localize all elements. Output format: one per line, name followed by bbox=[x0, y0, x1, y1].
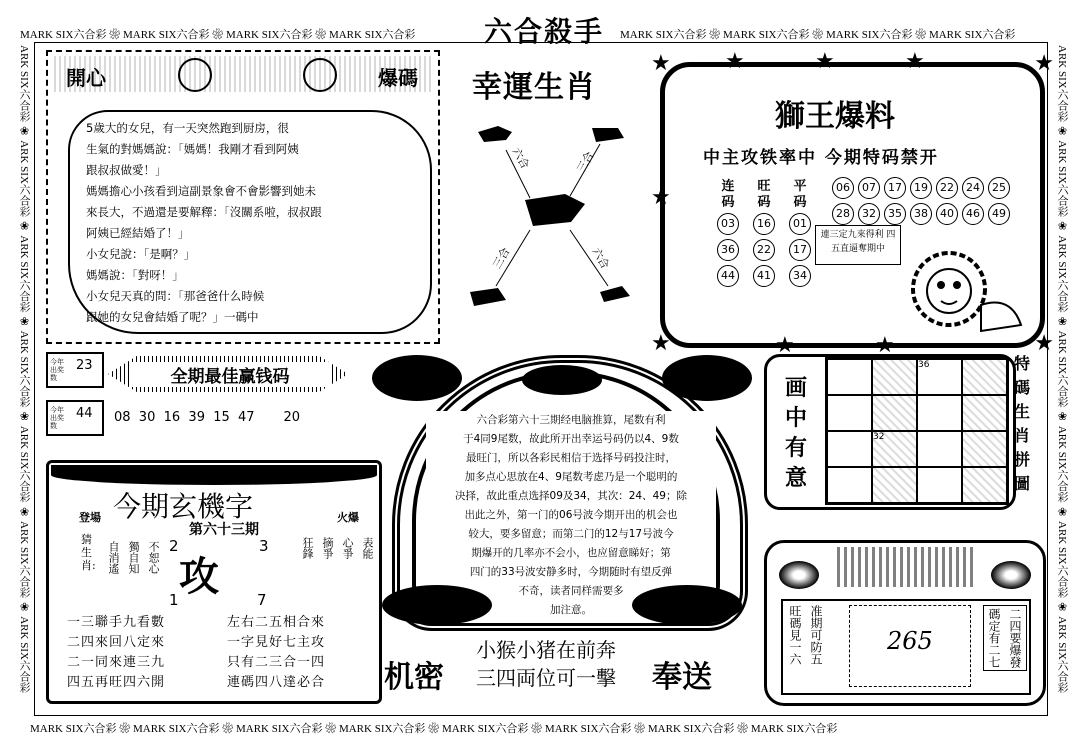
riddle-col: 摘爭 bbox=[321, 537, 334, 559]
riddle-col: 不恕心 bbox=[147, 541, 160, 574]
poem-line: 四五再旺四六開 bbox=[67, 675, 166, 690]
ox-icon bbox=[478, 126, 512, 142]
lion-column bbox=[713, 179, 743, 289]
story-line: 5歲大的女兒，有一天突然跑到厨房，很 bbox=[86, 121, 289, 135]
center-line: 加多点心思放在4、9尾数考虑乃是一个聪明的 bbox=[464, 471, 678, 483]
center-line: 于4同9尾数，故此所开出幸运号码仍以4、9数 bbox=[463, 433, 679, 445]
center-box bbox=[372, 345, 752, 625]
secret-line1: 小猴小猪在前奔 bbox=[476, 638, 616, 662]
poem-line: 二一同來連三九 bbox=[67, 655, 166, 670]
treasure-col: 二四要爆發 bbox=[1008, 608, 1022, 668]
best-numbers: 08 30 16 39 15 47 20 bbox=[114, 410, 301, 425]
lion-icon bbox=[901, 245, 1031, 335]
face-icon bbox=[178, 58, 212, 92]
star-icon: ★ bbox=[815, 49, 835, 74]
story-header-right: 爆碼 bbox=[378, 66, 418, 90]
center-line: 加注意。 bbox=[550, 604, 592, 616]
star-icon: ★ bbox=[905, 49, 925, 74]
banned-ball: 24 bbox=[962, 177, 984, 199]
star-icon: ★ bbox=[1034, 51, 1054, 76]
poem-line: 一字見好七主攻 bbox=[227, 635, 326, 650]
star-icon: ★ bbox=[725, 49, 745, 74]
center-line: 六合彩第六十三期经电脑推算，尾数有利 bbox=[476, 414, 666, 426]
secret-line2: 三四両位可一擊 bbox=[476, 666, 616, 690]
zodiac-label: 三合 bbox=[574, 149, 597, 176]
zodiac-label: 三合 bbox=[490, 245, 513, 272]
story-line: 跟叔叔做愛！」 bbox=[86, 163, 167, 177]
zodiac-label: 六合 bbox=[509, 145, 532, 172]
riddle-num: 2 bbox=[169, 537, 179, 555]
center-line: 不奇，读者同样需要多 bbox=[518, 585, 624, 597]
banned-ball: 25 bbox=[988, 177, 1010, 199]
riddle-tag-left: 登場 bbox=[79, 511, 101, 524]
number-ball: 01 bbox=[789, 213, 811, 235]
poem-line: 二四來回八定來 bbox=[67, 635, 166, 650]
snake-icon bbox=[592, 128, 624, 142]
top-border-right: MARK SIX六合彩 ❀ MARK SIX六合彩 ❀ MARK SIX六合彩 ❀ MARK SIX六合彩 bbox=[620, 29, 1016, 41]
year-count-box bbox=[46, 352, 104, 388]
banned-ball: 28 bbox=[832, 203, 854, 225]
guess-line: 生 bbox=[81, 546, 92, 559]
banned-ball: 35 bbox=[884, 203, 906, 225]
gold-ingot-icon bbox=[779, 561, 819, 589]
riddle-col: 狂鋒 bbox=[301, 537, 314, 559]
riddle-col: 心爭 bbox=[341, 537, 354, 559]
lion-column bbox=[749, 179, 779, 289]
sheep-icon bbox=[600, 286, 630, 302]
treasure-header bbox=[837, 547, 977, 587]
treasure-col: 碼定有二七 bbox=[987, 608, 1001, 668]
picture-title: 画中有意 bbox=[784, 375, 807, 491]
riddle-box bbox=[46, 460, 382, 704]
poem-line: 一三聯手九看數 bbox=[67, 615, 166, 630]
number-ball: 22 bbox=[753, 239, 775, 261]
right-border: ARK SIX六合彩 ❀ ARK SIX六合彩 ❀ ARK SIX六合彩 ❀ ARK SIX六合彩 ❀ ARK SIX六合彩 ❀ ARK SIX六合彩 ❀ ARK SIX六合彩 bbox=[1056, 45, 1068, 693]
left-border: ARK SIX六合彩 ❀ ARK SIX六合彩 ❀ ARK SIX六合彩 ❀ ARK SIX六合彩 ❀ ARK SIX六合彩 ❀ ARK SIX六合彩 ❀ ARK SIX六合彩 bbox=[18, 45, 30, 693]
lucky-title: 幸運生肖 bbox=[472, 70, 596, 105]
story-header-left: 開心 bbox=[66, 66, 106, 90]
cloud-icon bbox=[662, 355, 752, 401]
riddle-big-char: 攻 bbox=[179, 553, 219, 600]
treasure-center: 265 bbox=[887, 627, 933, 655]
horse-icon bbox=[470, 288, 506, 306]
gold-ingot-icon bbox=[991, 561, 1031, 589]
riddle-title: 今期玄機字 bbox=[113, 490, 254, 523]
lion-column-head: 连码 bbox=[721, 179, 735, 210]
riddle-col: 表能 bbox=[361, 537, 374, 559]
banned-ball: 38 bbox=[910, 203, 932, 225]
number-ball: 34 bbox=[789, 265, 811, 287]
banned-ball: 46 bbox=[962, 203, 984, 225]
center-line: 四门的33号波安静多时，今期随时有望反弹 bbox=[469, 566, 673, 578]
zodiac-svg bbox=[470, 120, 640, 320]
treasure-col: 准期可防五 bbox=[809, 605, 823, 665]
story-line: 小女兒說：「是啊？」 bbox=[86, 247, 196, 261]
riddle-left-col bbox=[105, 541, 161, 574]
riddle-poem-right bbox=[227, 613, 325, 693]
number-ball: 17 bbox=[789, 239, 811, 261]
year-value: 23 bbox=[76, 358, 93, 373]
story-header-bg bbox=[54, 56, 432, 92]
picture-box bbox=[764, 354, 1016, 510]
banned-ball: 32 bbox=[858, 203, 880, 225]
lion-column bbox=[785, 179, 815, 289]
story-text bbox=[86, 118, 426, 328]
tiger-icon bbox=[525, 194, 585, 226]
banned-ball: 17 bbox=[884, 177, 906, 199]
lion-subtitle: 中主攻铁率中 今期特码禁开 bbox=[703, 148, 939, 168]
story-line: 跟她的女兒會結婚了呢？」一碼中 bbox=[86, 310, 259, 324]
lion-box bbox=[651, 49, 1054, 358]
year-label: 今年 出奖数 bbox=[50, 358, 64, 382]
number-ball: 36 bbox=[717, 239, 739, 261]
guess-line: 猜 bbox=[81, 533, 92, 546]
star-icon: ★ bbox=[651, 331, 671, 356]
star-icon: ★ bbox=[651, 51, 671, 76]
riddle-col: 獨自知 bbox=[127, 541, 140, 574]
zodiac-diagram bbox=[470, 120, 640, 320]
center-line: 较大，要多留意；而第二门的12与17号波今 bbox=[468, 528, 674, 540]
star-icon: ★ bbox=[875, 333, 895, 358]
story-line: 生氣的對媽媽說：「媽媽！我剛才看到阿姨 bbox=[86, 142, 299, 156]
top-border-left: MARK SIX六合彩 ❀ MARK SIX六合彩 ❀ MARK SIX六合彩 ❀ MARK SIX六合彩 bbox=[20, 29, 416, 41]
poem-line: 連碼四八達必合 bbox=[227, 675, 326, 690]
banned-ball: 22 bbox=[936, 177, 958, 199]
banned-ball: 06 bbox=[832, 177, 854, 199]
bottom-border: MARK SIX六合彩 ❀ MARK SIX六合彩 ❀ MARK SIX六合彩 ❀ MARK SIX六合彩 ❀ MARK SIX六合彩 ❀ MARK SIX六合彩 ❀ MARK SIX六合彩 ❀ MARK SIX六合彩 bbox=[30, 723, 838, 735]
center-line: 出此之外，第一门的06号波今期开出的机会也 bbox=[464, 509, 678, 521]
star-icon: ★ bbox=[1034, 331, 1054, 356]
number-ball: 16 bbox=[753, 213, 775, 235]
lion-column-head: 平码 bbox=[793, 179, 807, 210]
cell-number: 32 bbox=[873, 432, 885, 442]
riddle-num: 3 bbox=[259, 537, 269, 555]
story-line: 媽媽擔心小孩看到這副景象會不會影響到她未 bbox=[86, 184, 316, 198]
riddle-top-curtain bbox=[51, 465, 377, 485]
year-count-box bbox=[46, 400, 104, 436]
guess-line: 肖: bbox=[81, 559, 96, 572]
story-line: 媽媽說：「對呀！」 bbox=[86, 268, 184, 282]
story-line: 來長大，不過還是要解釋：「沒關系啦，叔叔跟 bbox=[86, 205, 322, 219]
number-ball: 41 bbox=[753, 265, 775, 287]
riddle-issue: 第六十三期 bbox=[189, 522, 259, 538]
banned-ball: 40 bbox=[936, 203, 958, 225]
story-line: 阿姨已經結婚了！」 bbox=[86, 226, 190, 240]
face-icon bbox=[303, 58, 337, 92]
banned-numbers bbox=[830, 175, 1030, 227]
secret-gift: 奉送 bbox=[652, 660, 712, 695]
treasure-left-text bbox=[787, 605, 825, 665]
lion-title: 獅王爆料 bbox=[775, 99, 895, 134]
riddle-poem-left bbox=[67, 613, 165, 693]
story-line: 小女兒天真的問：「那爸爸什么時候 bbox=[86, 289, 265, 303]
picture-side: 特碼生肖拼圖 bbox=[1014, 354, 1031, 493]
best-title: 全期最佳赢钱码 bbox=[130, 362, 330, 387]
center-line: 期爆开的几率亦不会小，也应留意睇好；第 bbox=[471, 547, 671, 559]
treasure-right-text bbox=[983, 605, 1027, 671]
banned-ball: 07 bbox=[858, 177, 880, 199]
treasure-box bbox=[764, 540, 1046, 706]
year-label: 今年 出奖数 bbox=[50, 406, 64, 430]
secret-title: 机密 bbox=[384, 660, 444, 695]
treasure-col: 旺碼見一六 bbox=[788, 605, 802, 665]
cloud-icon bbox=[522, 365, 602, 395]
riddle-right-col bbox=[299, 537, 375, 559]
center-line: 决择，故此重点选择09及34，其次：24、49；除 bbox=[455, 490, 687, 502]
year-value: 44 bbox=[76, 406, 93, 421]
page-title: 六合殺手 bbox=[484, 15, 605, 48]
cell-number: 36 bbox=[918, 360, 930, 370]
lion-note: 連三定九來得利 四五直逼奪期中 bbox=[815, 225, 901, 265]
riddle-num: 7 bbox=[257, 591, 267, 609]
picture-grid bbox=[825, 357, 1009, 505]
riddle-guess bbox=[81, 533, 95, 572]
cloud-icon bbox=[382, 585, 492, 625]
cloud-icon bbox=[632, 585, 742, 625]
cloud-icon bbox=[372, 355, 462, 401]
number-ball: 03 bbox=[717, 213, 739, 235]
banned-ball: 49 bbox=[988, 203, 1010, 225]
star-icon: ★ bbox=[651, 185, 671, 210]
treasure-inner bbox=[781, 599, 1031, 695]
poem-line: 只有二三合一四 bbox=[227, 655, 326, 670]
lion-column-head: 旺码 bbox=[757, 179, 771, 210]
star-icon: ★ bbox=[775, 333, 795, 358]
center-line: 最旺门，所以各彩民相信于选择号码投注时， bbox=[466, 452, 676, 464]
poem-line: 左右二五相合來 bbox=[227, 615, 326, 630]
riddle-tag-right: 火爆 bbox=[337, 511, 359, 524]
riddle-num: 1 bbox=[169, 591, 179, 609]
riddle-col: 自消遙 bbox=[107, 541, 120, 574]
story-box bbox=[46, 50, 440, 344]
number-ball: 44 bbox=[717, 265, 739, 287]
banned-ball: 19 bbox=[910, 177, 932, 199]
zodiac-label: 六合 bbox=[589, 245, 612, 272]
border-text: MARK SIX六合彩 bbox=[20, 29, 107, 41]
